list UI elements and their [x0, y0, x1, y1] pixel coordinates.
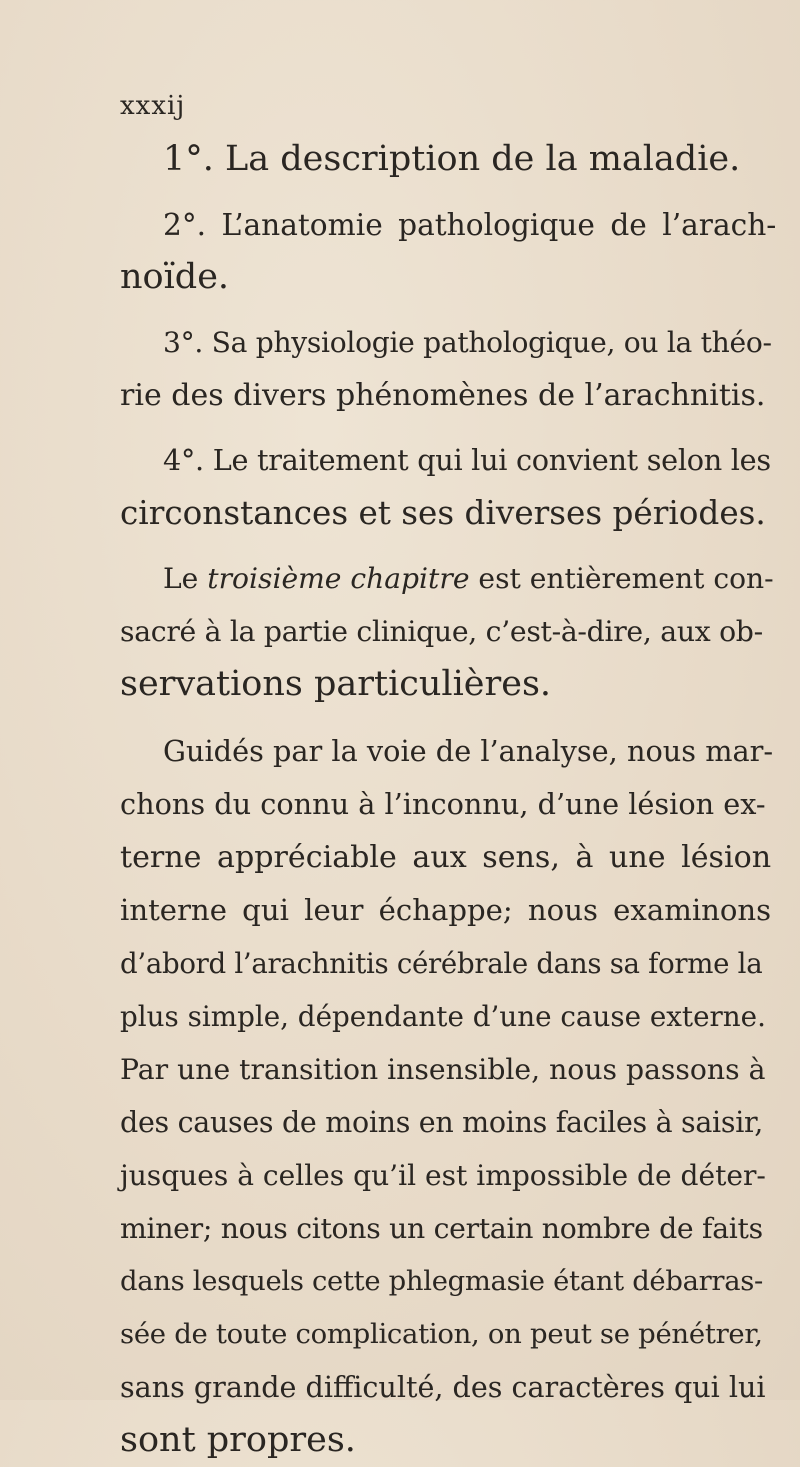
text-line: rie des divers phénomènes de l’arachnitis. [120, 378, 766, 413]
text-line: sont propres. [120, 1420, 356, 1460]
text-line: sans grande difficulté, des caractères qui lui [120, 1370, 766, 1404]
text-line: noïde. [120, 257, 230, 297]
text-line: 1°. La description de la maladie. [163, 139, 741, 179]
text-line: 2°. L’anatomie pathologique de l’arach- [163, 207, 777, 242]
body-text [120, 133, 777, 1467]
list-item-1 [120, 133, 766, 186]
text-line: sacré à la partie clinique, c’est-à-dire, aux ob- [120, 615, 763, 648]
text-line: plus simple, dépendante d’une cause externe. [120, 1000, 766, 1033]
text-line: d’abord l’arachnitis cérébrale dans sa forme la [120, 947, 763, 980]
paragraph-chapter-three [120, 552, 774, 711]
text-line: Guidés par la voie de l’analyse, nous mar- [163, 734, 774, 768]
text-run: Le [163, 562, 208, 595]
page-number: xxxij [120, 91, 186, 121]
text-line: des causes de moins en moins faciles à saisir, [120, 1106, 763, 1139]
text-run: est entièrement con- [469, 562, 774, 595]
text-line: 4°. Le traitement qui lui convient selon les [163, 443, 771, 477]
text-line: circonstances et ses diverses périodes. [120, 494, 766, 532]
chapter-title-italic: troisième chapitre [207, 562, 470, 595]
text-line: sée de toute complication, on peut se pénétrer, [120, 1318, 763, 1350]
list-item-4 [120, 434, 771, 540]
text-line: dans lesquels cette phlegmasie étant débarras- [120, 1266, 763, 1297]
text-line: interne qui leur échappe; nous examinons [120, 893, 772, 927]
text-line: jusques à celles qu’il est impossible de déter- [120, 1159, 766, 1192]
text-line: 3°. Sa physiologie pathologique, ou la théo- [163, 326, 772, 359]
text-line: servations particulières. [120, 664, 552, 704]
paragraph-analysis [120, 725, 774, 1467]
text-line: Par une transition insensible, nous passons à [120, 1053, 766, 1086]
text-line: terne appréciable aux sens, à une lésion [120, 840, 772, 875]
list-item-3 [120, 316, 772, 422]
text-line: chons du connu à l’inconnu, d’une lésion ex- [120, 787, 766, 821]
text-line: miner; nous citons un certain nombre de faits [120, 1212, 763, 1245]
text-line [120, 552, 774, 605]
list-item-2 [120, 198, 777, 304]
